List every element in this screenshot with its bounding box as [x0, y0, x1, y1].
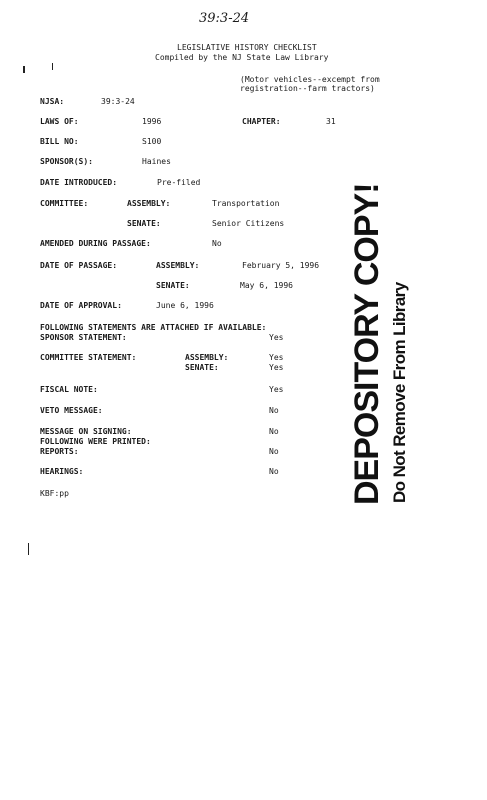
committee-statement-label: COMMITTEE STATEMENT: — [40, 353, 137, 362]
laws-of-value: 1996 — [142, 117, 162, 126]
reports-label: REPORTS: — [40, 447, 79, 456]
hearings-value: No — [269, 467, 279, 476]
sponsor-value: Haines — [142, 157, 171, 166]
passage-senate-label: SENATE: — [156, 281, 190, 290]
laws-of-label: LAWS OF: — [40, 117, 79, 126]
sponsor-statement-value: Yes — [269, 333, 284, 342]
committee-label: COMMITTEE: — [40, 199, 89, 208]
committee-statement-senate-label: SENATE: — [185, 363, 219, 372]
date-of-passage-label: DATE OF PASSAGE: — [40, 261, 118, 270]
chapter-label: CHAPTER: — [242, 117, 281, 126]
description-line-1: (Motor vehicles--excempt from — [240, 75, 380, 84]
sponsor-statement-label: SPONSOR STATEMENT: — [40, 333, 127, 342]
message-on-signing-label: MESSAGE ON SIGNING: — [40, 427, 132, 436]
reports-value: No — [269, 447, 279, 456]
do-not-remove-stamp: Do Not Remove From Library — [390, 282, 409, 503]
veto-message-label: VETO MESSAGE: — [40, 406, 103, 415]
committee-senate-label: SENATE: — [127, 219, 161, 228]
amended-value: No — [212, 239, 222, 248]
depository-copy-stamp: DEPOSITORY COPY! — [348, 183, 386, 505]
njsa-label: NJSA: — [40, 97, 65, 106]
committee-statement-assembly-label: ASSEMBLY: — [185, 353, 229, 362]
sponsor-label: SPONSOR(S): — [40, 157, 93, 166]
bill-no-value: S100 — [142, 137, 162, 146]
statements-heading: FOLLOWING STATEMENTS ARE ATTACHED IF AVAILABLE: — [40, 323, 267, 332]
date-introduced-value: Pre-filed — [157, 178, 201, 187]
message-on-signing-value: No — [269, 427, 279, 436]
bill-no-label: BILL NO: — [40, 137, 79, 146]
passage-assembly-label: ASSEMBLY: — [156, 261, 200, 270]
fiscal-note-label: FISCAL NOTE: — [40, 385, 98, 394]
scan-mark — [23, 66, 25, 73]
committee-assembly-value: Transportation — [212, 199, 280, 208]
date-introduced-label: DATE INTRODUCED: — [40, 178, 118, 187]
scan-mark — [52, 63, 53, 70]
description-line-2: registration--farm tractors) — [240, 84, 375, 93]
document-title: LEGISLATIVE HISTORY CHECKLIST — [177, 43, 317, 52]
committee-statement-senate-value: Yes — [269, 363, 284, 372]
veto-message-value: No — [269, 406, 279, 415]
fiscal-note-value: Yes — [269, 385, 284, 394]
committee-senate-value: Senior Citizens — [212, 219, 285, 228]
date-of-approval-label: DATE OF APPROVAL: — [40, 301, 122, 310]
hearings-label: HEARINGS: — [40, 467, 84, 476]
typist-initials: KBF:pp — [40, 489, 69, 498]
amended-label: AMENDED DURING PASSAGE: — [40, 239, 151, 248]
passage-assembly-value: February 5, 1996 — [242, 261, 320, 270]
scan-mark — [28, 543, 29, 555]
handwritten-number: 39:3-24 — [199, 11, 250, 26]
printed-heading: FOLLOWING WERE PRINTED: — [40, 437, 151, 446]
document-subtitle: Compiled by the NJ State Law Library — [155, 53, 329, 62]
committee-statement-assembly-value: Yes — [269, 353, 284, 362]
chapter-value: 31 — [326, 117, 336, 126]
committee-assembly-label: ASSEMBLY: — [127, 199, 171, 208]
date-of-approval-value: June 6, 1996 — [156, 301, 214, 310]
passage-senate-value: May 6, 1996 — [240, 281, 293, 290]
njsa-value: 39:3-24 — [101, 97, 135, 106]
